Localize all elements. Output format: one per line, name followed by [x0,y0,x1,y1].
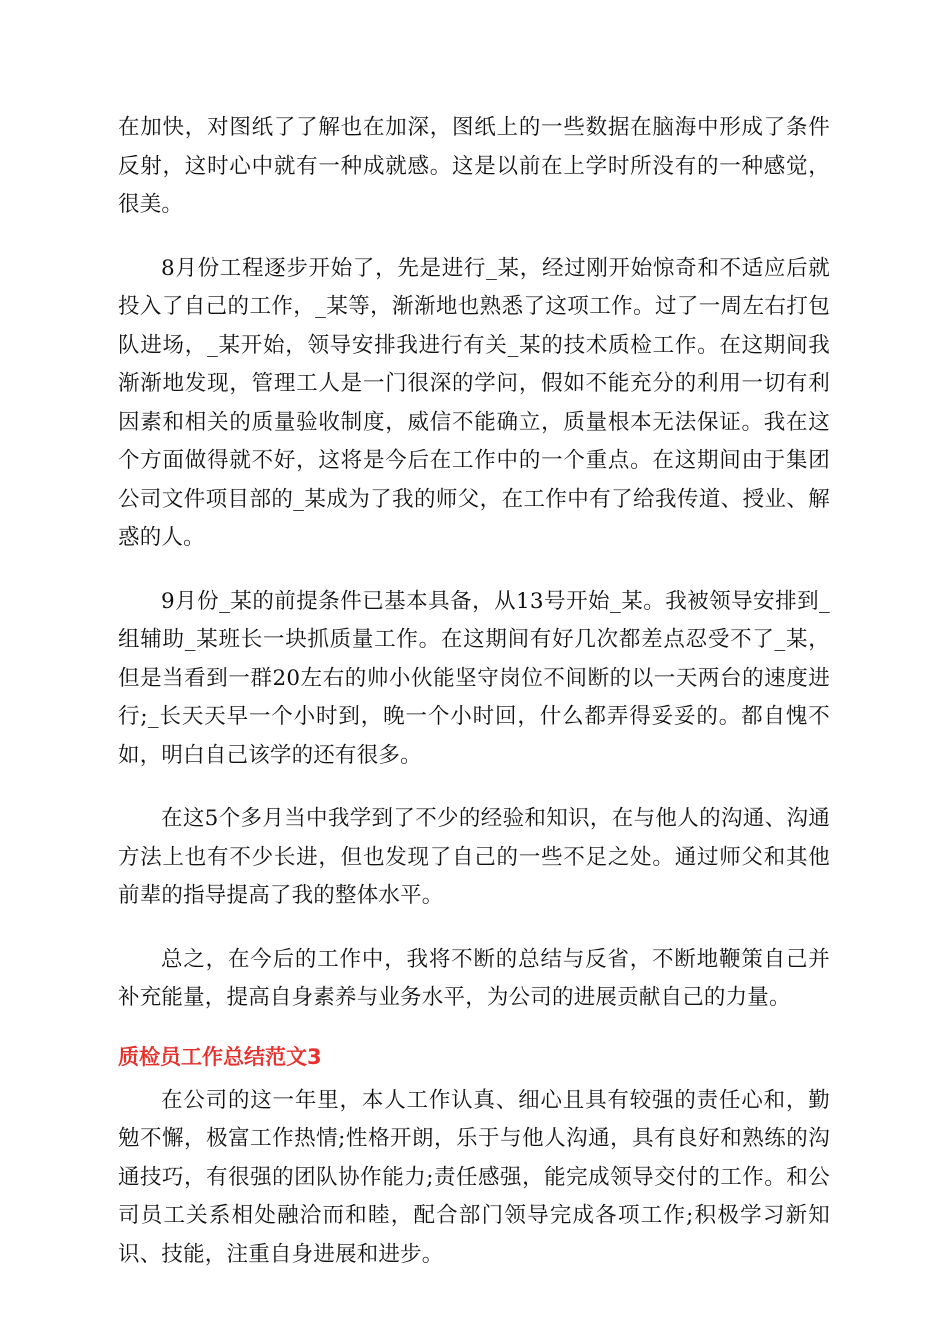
paragraph-3: 9月份_某的前提条件已基本具备，从13号开始_某。我被领导安排到_组辅助_某班长一块抓质量工作。在这期间有好几次都差点忍受不了_某，但是当看到一群20左右的帅小伙能坚守岗位不间断的以一天两台的速度进行;_长天天早一个小时到，晚一个小时回，什么都弄得妥妥的。都自愧不如，明白自己该学的还有很多。 [118,588,830,768]
paragraph-5: 总之，在今后的工作中，我将不断的总结与反省，不断地鞭策自己并补充能量，提高自身素养与业务水平，为公司的进展贡献自己的力量。 [118,946,830,1010]
paragraph-2: 8月份工程逐步开始了，先是进行_某，经过刚开始惊奇和不适应后就投入了自己的工作，_某等，渐渐地也熟悉了这项工作。过了一周左右打包队进场，_某开始，领导安排我进行有关_某的技术质检工作。在这期间我渐渐地发现，管理工人是一门很深的学问，假如不能充分的利用一切有利因素和相关的质量验收制度，威信不能确立，质量根本无法保证。我在这个方面做得就不好，这将是今后在工作中的一个重点。在这期间由于集团公司文件项目部的_某成为了我的师父，在工作中有了给我传道、授业、解惑的人。 [118,255,830,550]
section-heading: 质检员工作总结范文3 [118,1044,322,1069]
paragraph-6: 在公司的这一年里，本人工作认真、细心且具有较强的责任心和，勤勉不懈，极富工作热情;性格开朗，乐于与他人沟通，具有良好和熟练的沟通技巧，有很强的团队协作能力;责任感强，能完成领导交付的工作。和公司员工关系相处融洽而和睦，配合部门领导完成各项工作;积极学习新知识、技能，注重自身进展和进步。 [118,1087,830,1267]
paragraph-1: 在加快，对图纸了了解也在加深，图纸上的一些数据在脑海中形成了条件反射，这时心中就有一种成就感。这是以前在上学时所没有的一种感觉，很美。 [118,115,830,217]
paragraph-4: 在这5个多月当中我学到了不少的经验和知识，在与他人的沟通、沟通方法上也有不少长进，但也发现了自己的一些不足之处。通过师父和其他前辈的指导提高了我的整体水平。 [118,806,830,908]
